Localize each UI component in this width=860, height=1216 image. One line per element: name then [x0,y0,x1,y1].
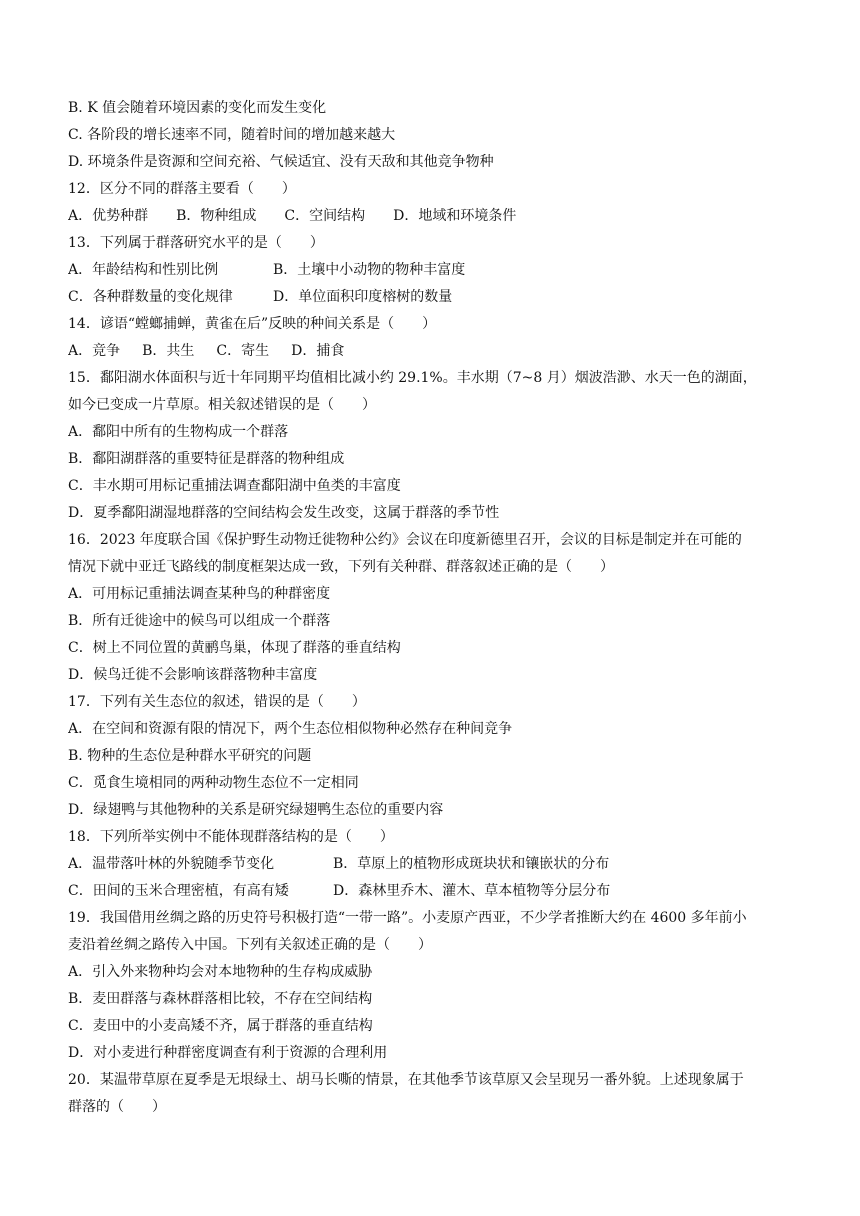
option-17-b: B. 物种的生态位是种群水平研究的问题 [68,748,312,764]
question-18-stem: 18．下列所举实例中不能体现群落结构的是（ ） [68,829,394,845]
option-16-c: C．树上不同位置的黄鹂鸟巢，体现了群落的垂直结构 [68,640,401,656]
option-17-d: D．绿翅鸭与其他物种的关系是研究绿翅鸭生态位的重要内容 [68,802,444,818]
question-12-stem: 12．区分不同的群落主要看（ ） [68,181,296,197]
option-19-b: B．麦田群落与森林群落相比较，不存在空间结构 [68,991,373,1007]
option-11-b: B. K 值会随着环境因素的变化而发生变化 [68,100,327,116]
option-14-b: B．共生 [142,343,195,359]
question-17 [68,689,798,824]
option-19-d: D．对小麦进行种群密度调查有利于资源的合理利用 [68,1045,388,1061]
option-18-c: C．田间的玉米合理密植，有高有矮 [68,883,289,899]
question-15-stem-line2: 如今已变成一片草原。相关叙述错误的是（ ） [68,397,376,413]
question-14-stem: 14．谚语“螳螂捕蝉，黄雀在后”反映的种间关系是（ ） [68,316,437,332]
option-13-b: B．土壤中小动物的物种丰富度 [273,262,466,278]
option-19-a: A．引入外来物种均会对本地物种的生存构成威胁 [68,964,373,980]
question-15 [68,365,798,527]
option-11-d: D. 环境条件是资源和空间充裕、气候适宜、没有天敌和其他竞争物种 [68,154,494,170]
question-16-stem-line2: 情况下就中亚迁飞路线的制度框架达成一致，下列有关种群、群落叙述正确的是（ ） [68,559,614,575]
option-15-c: C．丰水期可用标记重捕法调查鄱阳湖中鱼类的丰富度 [68,478,401,494]
question-13 [68,230,798,311]
question-18-options-row2 [68,878,798,905]
question-13-stem: 13．下列属于群落研究水平的是（ ） [68,235,324,251]
question-12-options [68,203,798,230]
question-15-stem-line1: 15．鄱阳湖水体面积与近十年同期平均值相比减小约 29.1%。丰水期（7~8 月）烟波浩渺、水天一色的湖面， [68,370,757,386]
question-11-tail [68,95,798,176]
question-16-stem-line1: 16．2023 年度联合国《保护野生动物迁徙物种公约》会议在印度新德里召开，会议的目标是制定并在可能的 [68,532,742,548]
question-18 [68,824,798,905]
option-16-a: A．可用标记重捕法调查某种鸟的种群密度 [68,586,331,602]
option-17-a: A．在空间和资源有限的情况下，两个生态位相似物种必然存在种间竞争 [68,721,513,737]
option-16-b: B．所有迁徙途中的候鸟可以组成一个群落 [68,613,331,629]
option-14-c: C．寄生 [216,343,270,359]
question-12 [68,176,798,230]
option-12-b: B．物种组成 [176,208,257,224]
option-18-d: D．森林里乔木、灌木、草本植物等分层分布 [333,883,611,899]
question-14-options [68,338,798,365]
option-14-d: D．捕食 [291,343,345,359]
question-13-options-row2 [68,284,798,311]
question-13-options-row1 [68,257,798,284]
question-19 [68,905,798,1067]
question-14 [68,311,798,365]
option-14-a: A．竞争 [68,343,121,359]
option-17-c: C．觅食生境相同的两种动物生态位不一定相同 [68,775,359,791]
question-20-stem-line2: 群落的（ ） [68,1099,166,1115]
question-18-options-row1 [68,851,798,878]
option-13-a: A．年龄结构和性别比例 [68,262,219,278]
option-12-d: D．地域和环境条件 [393,208,517,224]
question-17-stem: 17．下列有关生态位的叙述，错误的是（ ） [68,694,366,710]
question-16 [68,527,798,689]
exam-page [68,95,798,1121]
option-12-c: C．空间结构 [284,208,366,224]
option-13-d: D．单位面积印度榕树的数量 [273,289,453,305]
question-20 [68,1067,798,1121]
option-13-c: C．各种群数量的变化规律 [68,289,233,305]
option-11-c: C. 各阶段的增长速率不同，随着时间的增加越来越大 [68,127,396,143]
question-20-stem-line1: 20．某温带草原在夏季是无垠绿土、胡马长嘶的情景，在其他季节该草原又会呈现另一番外貌。上述现象属于 [68,1072,744,1088]
option-15-b: B．鄱阳湖群落的重要特征是群落的物种组成 [68,451,345,467]
option-18-b: B．草原上的植物形成斑块状和镶嵌状的分布 [333,856,610,872]
option-15-d: D．夏季鄱阳湖湿地群落的空间结构会发生改变，这属于群落的季节性 [68,505,500,521]
option-12-a: A．优势种群 [68,208,149,224]
question-19-stem-line1: 19．我国借用丝绸之路的历史符号积极打造“一带一路”。小麦原产西亚，不少学者推断大约在 4600 多年前小 [68,910,747,926]
option-19-c: C．麦田中的小麦高矮不齐，属于群落的垂直结构 [68,1018,373,1034]
option-16-d: D．候鸟迁徙不会影响该群落物种丰富度 [68,667,318,683]
option-15-a: A．鄱阳中所有的生物构成一个群落 [68,424,289,440]
question-19-stem-line2: 麦沿着丝绸之路传入中国。下列有关叙述正确的是（ ） [68,937,432,953]
option-18-a: A．温带落叶林的外貌随季节变化 [68,856,275,872]
